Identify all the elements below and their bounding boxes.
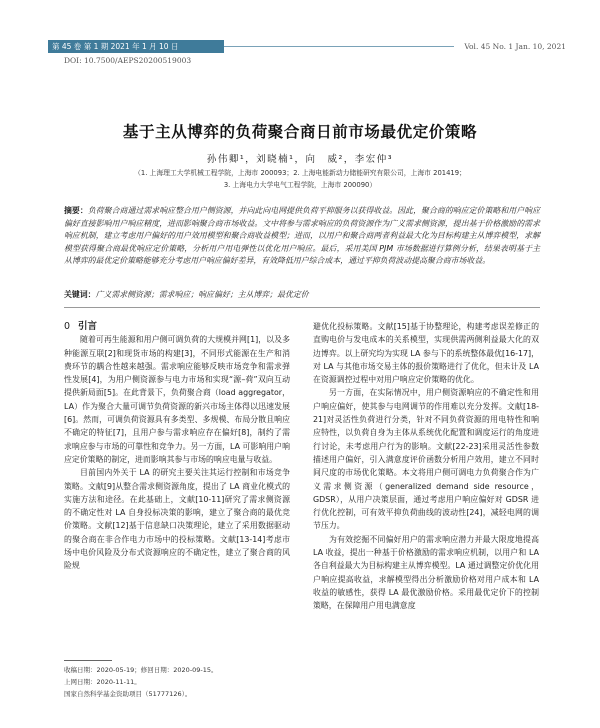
journal-header xyxy=(48,40,566,53)
footnote-rule xyxy=(64,660,112,661)
journal-issue-label: 第 45 卷 第 1 期 2021 年 1 月 10 日 xyxy=(48,40,224,53)
abstract xyxy=(64,205,540,268)
section-divider xyxy=(64,307,540,308)
paper-title: 基于主从博弈的负荷聚合商日前市场最优定价策略 xyxy=(122,123,478,141)
paragraph: 另一方面，在实际情况中，用户侧资源响应的不确定性和用户响应偏好，使其参与电网调节的作用难以充分发挥。文献[18-21]对灵活性负荷进行分类，针对不同负荷资源的用电特性和响应特性，以负荷自身为主体从系统优化配置和调度运行的角度进行讨论，未考虑用户行为的影响。文献[22-23]采用灵活性参数描述用户偏好，引入满意度评价函数分析用户效用，建立不同时间尺度的市场优化策略。本文将用户侧可调电力负荷聚合作为广义需求侧资源（generalized demand side resource，GDSR），从用户决策层面，通过考虑用户响应偏好对 GDSR 进行优化控制，可有效平抑负荷曲线的波动性[24]，减轻电网的调节压力。 xyxy=(313,388,539,531)
footnote-received: 收稿日期：2020-05-19；修回日期：2020-09-15。 xyxy=(64,666,218,674)
paragraph: 为有效挖掘不同偏好用户的需求响应潜力并最大限度地提高 LA 收益，提出一种基于价格激励的需求响应机制，以用户和 LA 各自利益最大为目标构建主从博弈模型。LA 通过调整定价优化用户响应提高收益，求解模型得出分析激励价格对用户成本和 LA 收益的敏感性，获得 LA 最优激励价格。采用最优定价下的控制策略，在保障用户用电满意度 xyxy=(313,534,539,611)
footnote-online: 上网日期：2020-11-11。 xyxy=(64,678,141,686)
paragraph: 随着可再生能源和用户侧可调负荷的大规模并网[1]，以及多种能源互联[2]和现货市场的构建[3]，不同形式能源在生产和消费环节的耦合性越来越强。需求响应能够反映市场竞争和需求弹性发展[4]，为用户侧资源参与电力市场和实现“源–荷”双向互动提供新局面[5]。在此背景下，负荷聚合商（load aggregator，LA）作为聚合大量可调节负荷资源的新兴市场主体得以迅速发展[6]。然而，可调负荷资源具有多类型、多规模、布局分散且响应不确定的特征[7]，且用户参与需求响应存在偏好[8]，制约了需求响应参与市场的可靠性和竞争力。另一方面，LA 可影响用户响应定价策略的制定，进而影响其参与市场的响应电量与收益。 xyxy=(64,335,290,464)
paragraph: 避优化投标策略。文献[15]基于协整理论，构建考虑误差修正的直购电价与发电成本的关系模型，实现供需两侧利益最大化的双边博弈。以上研究均为实现 LA 参与下的系统整体最优[16-17]，对 LA 与其他市场交易主体的报价策略进行了优化，但未计及 LA 在资源调控过程中对用户响应定价策略的优化。 xyxy=(313,322,539,385)
body-column-left xyxy=(64,320,290,573)
abstract-text: 负荷聚合商通过需求响应整合用户侧资源，并向此向电网提供负荷平抑服务以获得收益。因此，聚合商的响应定价策略和用户响应偏好直接影响用户响应精度，进而影响聚合商市场收益。文中将参与需求响应的负荷资源作为广义需求侧资源，提出基于价格激励的需求响应机制，建立考虑用户偏好的用户效用模型和聚合商收益模型；进而，以用户和聚合商两者利益最大化为目标构建主从博弈模型，求解模型获得聚合商最优响应定价策略，分析用户用电弹性以优化用户响应。最后，采用美国 PJM 市场数据进行算例分析，结果表明基于主从博弈的最优定价策略能够充分考虑用户响应偏好差异，有效降低用户综合成本，通过平抑负荷波动提高聚合商市场收益。 xyxy=(64,206,540,266)
footnote-funding: 国家自然科学基金资助项目（51777126）。 xyxy=(64,690,192,698)
section-heading xyxy=(64,320,290,333)
abstract-label: 摘要： xyxy=(64,206,88,215)
keywords xyxy=(64,289,540,301)
journal-issue-english: Vol. 45 No. 1 Jan. 10, 2021 xyxy=(464,42,566,51)
author-list: 孙伟卿¹，刘晓楠¹，向 威²，李宏仲³ xyxy=(206,154,394,165)
header-rule xyxy=(224,46,454,47)
footnotes xyxy=(64,664,290,700)
affiliation-line: 3. 上海电力大学电气工程学院，上海市 200090） xyxy=(223,181,377,189)
affiliation-line: （1. 上海理工大学机械工程学院，上海市 200093；2. 上海电能新动力储能研究有限公司，上海市 201419； xyxy=(134,169,466,177)
body-column-right xyxy=(313,320,539,613)
keywords-text: 广义需求侧资源；需求响应；响应偏好；主从博弈；最优定价 xyxy=(95,290,309,299)
section-title: 引言 xyxy=(78,321,98,332)
affiliations xyxy=(60,167,540,191)
section-number: 0 xyxy=(64,321,71,332)
paragraph: 目前国内外关于 LA 的研究主要关注其运行控制和市场竞争策略。文献[9]从整合需求侧资源角度，提出了 LA 商业化模式的实施方法和途径。在此基础上，文献[10-11]研究了需求侧资源的不确定性对 LA 自身投标决策的影响，建立了聚合商的最优竞价策略。文献[12]基于信息缺口决策理论，建立了采用数据驱动的聚合商在非合作电力市场中的投标策略。文献[13-14]考虑市场中电价风险及分布式资源响应的不确定性，建立了聚合商的风险规 xyxy=(64,468,290,571)
doi-line: DOI: 10.7500/AEPS20200519003 xyxy=(64,56,192,65)
keywords-label: 关键词： xyxy=(64,290,96,299)
